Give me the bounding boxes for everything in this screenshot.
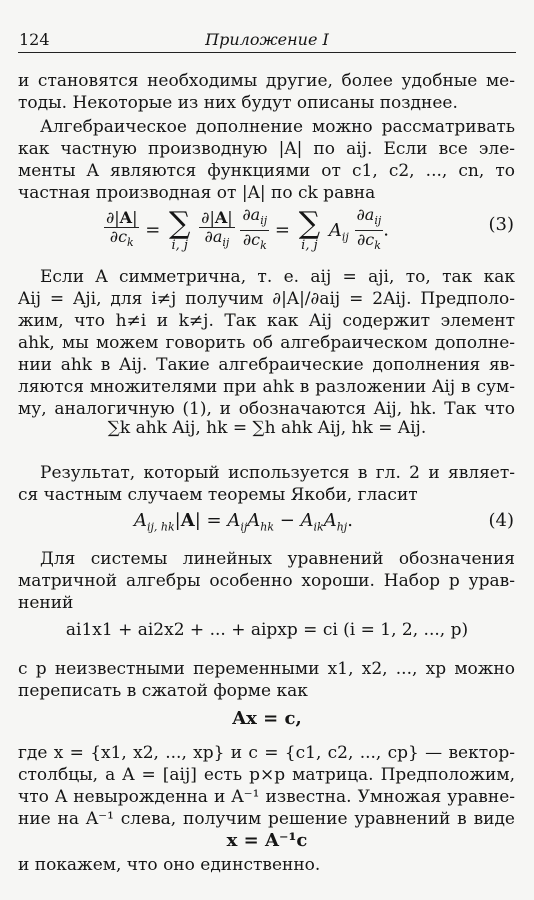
- text-line: и покажем, что оно единственно.: [18, 855, 321, 875]
- equation-sum-identity: ∑k ahk Aij, hk = ∑h ahk Aij, hk = Aij.: [107, 418, 427, 438]
- text-line: ся частным случаем теоремы Якоби, гласит: [18, 485, 418, 505]
- text-line: тоды. Некоторые из них будут описаны позднее.: [18, 93, 458, 113]
- equation-linear-system: ai1x1 + ai2x2 + ... + aipxp = ci (i = 1, 2, ..., p): [65, 620, 469, 640]
- text-line: Для системы линейных уравнений обозначения: [40, 549, 515, 569]
- text-line: ahk, мы можем говорить об алгебраическом дополне-: [18, 333, 515, 353]
- equation-number: (3): [488, 214, 514, 235]
- text-line: жим, что h≠i и k≠j. Так как Aij содержит элемент: [18, 311, 515, 331]
- text-line: ляются множителями при ahk в разложении Aij в сум-: [18, 377, 515, 397]
- text-line: нии ahk в Aij. Такие алгебраические дополнения яв-: [18, 355, 515, 375]
- text-line: переписать в сжатой форме как: [18, 681, 308, 701]
- equation-number: (4): [488, 510, 514, 531]
- page-header: [18, 30, 516, 53]
- text-line: с p неизвестными переменными x1, x2, ..., xp можно: [18, 659, 515, 679]
- text-line: частная производная от |A| по ck равна: [18, 183, 376, 203]
- text-line: что A невырожденна и A⁻¹ известна. Умножая уравне-: [18, 787, 515, 807]
- text-line: как частную производную |A| по aij. Если все эле-: [18, 139, 515, 159]
- text-line: где x = {x1, x2, ..., xp} и c = {c1, c2, ..., cp} — вектор-: [18, 743, 515, 763]
- text-line: ние на A⁻¹ слева, получим решение уравнений в виде: [18, 809, 515, 829]
- equation-solution: x = A⁻¹c: [226, 830, 308, 851]
- page-number: 124: [19, 30, 50, 49]
- text-line: Результат, который используется в гл. 2 и являет-: [40, 463, 515, 483]
- text-line: столбцы, а A = [aij] есть p×p матрица. Предположим,: [18, 765, 515, 785]
- text-line: матричной алгебры особенно хороши. Набор p урав-: [18, 571, 515, 591]
- text-line: и становятся необходимы другие, более удобные ме-: [18, 71, 515, 91]
- equation-matrix-form: Ax = c,: [232, 708, 302, 729]
- text-line: Алгебраическое дополнение можно рассматривать: [40, 117, 515, 137]
- text-line: менты A являются функциями от c1, c2, ..., cn, то: [18, 161, 515, 181]
- equation-4: $A_{ij, hk}|A| = A_{ij}A_{hk} - A_{ik}A_{hj}$.: [134, 510, 353, 534]
- running-title: Приложение I: [205, 30, 329, 49]
- equation-3: $\frac{\partial|A|}{\partial c_k}$ = ∑ i, j $\frac{\partial|A|}{\partial a_{ij}}$ $\frac{\partial a_{ij}}{\partial c_k}$ = ∑ i, j $A_{ij}$ $\frac{\partial a_{ij}}{\partial c_k}$ .: [106, 205, 390, 253]
- text-line: Aij = Aji, для i≠j получим ∂|A|/∂aij = 2Aij. Предполо-: [18, 289, 515, 309]
- text-line: Если A симметрична, т. е. aij = aji, то, так как: [40, 267, 515, 287]
- text-line: му, аналогичную (1), и обозначаются Aij, hk. Так что: [18, 399, 515, 419]
- text-line: нений: [18, 593, 74, 613]
